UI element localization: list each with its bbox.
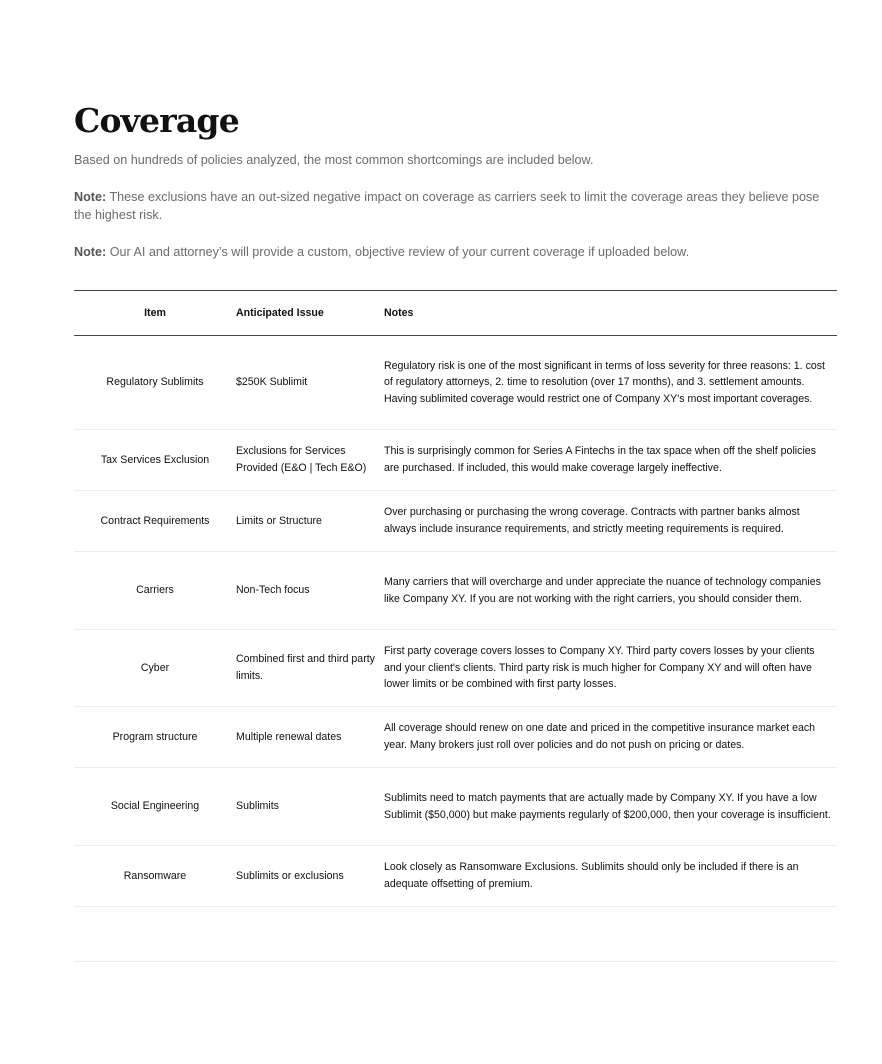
coverage-table bbox=[74, 291, 837, 962]
cell-notes: All coverage should renew on one date and priced in the competitive insurance market each year. Many brokers just roll over policies and do not push on pricing or dates. bbox=[384, 707, 837, 768]
table-row bbox=[74, 552, 837, 630]
cell-item: Tax Services Exclusion bbox=[74, 430, 236, 491]
table-row bbox=[74, 430, 837, 491]
cell-issue: Multiple renewal dates bbox=[236, 707, 384, 768]
cell-notes: First party coverage covers losses to Company XY. Third party covers losses by your clients and your client's clients. Third party risk is much higher for Company XY and will often have lower limits or be combined with first party losses. bbox=[384, 630, 837, 707]
cell-item: Ransomware bbox=[74, 846, 236, 907]
cell-empty bbox=[74, 907, 236, 962]
cell-issue: Exclusions for Services Provided (E&O | Tech E&O) bbox=[236, 430, 384, 491]
cell-issue: Sublimits bbox=[236, 768, 384, 846]
column-header-issue: Anticipated Issue bbox=[236, 291, 384, 336]
table-row bbox=[74, 630, 837, 707]
table-body bbox=[74, 336, 837, 962]
cell-notes: Look closely as Ransomware Exclusions. Sublimits should only be included if there is an adequate offsetting of premium. bbox=[384, 846, 837, 907]
note-text: Our AI and attorney’s will provide a custom, objective review of your current coverage if uploaded below. bbox=[109, 245, 690, 259]
cell-item: Carriers bbox=[74, 552, 236, 630]
cell-issue: Combined first and third party limits. bbox=[236, 630, 384, 707]
cell-item: Cyber bbox=[74, 630, 236, 707]
table-row bbox=[74, 846, 837, 907]
cell-item: Social Engineering bbox=[74, 768, 236, 846]
table-row bbox=[74, 707, 837, 768]
cell-empty bbox=[384, 907, 837, 962]
table-row bbox=[74, 768, 837, 846]
cell-notes: Over purchasing or purchasing the wrong coverage. Contracts with partner banks almost always include insurance requirements, and strictly meeting requirements is required. bbox=[384, 491, 837, 552]
note-paragraph-exclusions bbox=[74, 188, 837, 224]
coverage-table-container bbox=[74, 290, 837, 962]
note-paragraph-review bbox=[74, 243, 837, 261]
column-header-item: Item bbox=[74, 291, 236, 336]
table-empty-row bbox=[74, 907, 837, 962]
table-row bbox=[74, 491, 837, 552]
column-header-notes: Notes bbox=[384, 291, 837, 336]
intro-text: Based on hundreds of policies analyzed, the most common shortcomings are included below. bbox=[74, 153, 594, 167]
cell-empty bbox=[236, 907, 384, 962]
table-header-row bbox=[74, 291, 837, 336]
note-text: These exclusions have an out-sized negative impact on coverage as carriers seek to limit the coverage areas they believe pose the highest risk. bbox=[74, 190, 820, 222]
cell-item: Program structure bbox=[74, 707, 236, 768]
cell-issue: Limits or Structure bbox=[236, 491, 384, 552]
page-title: Coverage bbox=[74, 101, 239, 140]
table-row bbox=[74, 336, 837, 430]
cell-issue: $250K Sublimit bbox=[236, 336, 384, 430]
table-header bbox=[74, 291, 837, 336]
cell-notes: Regulatory risk is one of the most significant in terms of loss severity for three reasons: 1. cost of regulatory attorneys, 2. time to resolution (over 17 months), and 3. settlement amounts. Having sublimited coverage would restrict one of Company XY's most important coverages. bbox=[384, 336, 837, 430]
cell-item: Contract Requirements bbox=[74, 491, 236, 552]
note-label: Note: bbox=[74, 245, 107, 259]
cell-notes: Many carriers that will overcharge and under appreciate the nuance of technology companies like Company XY. If you are not working with the right carriers, you should consider them. bbox=[384, 552, 837, 630]
cell-issue: Sublimits or exclusions bbox=[236, 846, 384, 907]
cell-item: Regulatory Sublimits bbox=[74, 336, 236, 430]
cell-issue: Non-Tech focus bbox=[236, 552, 384, 630]
cell-notes: This is surprisingly common for Series A Fintechs in the tax space when off the shelf policies are purchased. If included, this would make coverage largely ineffective. bbox=[384, 430, 837, 491]
cell-notes: Sublimits need to match payments that are actually made by Company XY. If you have a low Sublimit ($50,000) but make payments regularly of $200,000, then your coverage is insufficient. bbox=[384, 768, 837, 846]
note-label: Note: bbox=[74, 190, 107, 204]
